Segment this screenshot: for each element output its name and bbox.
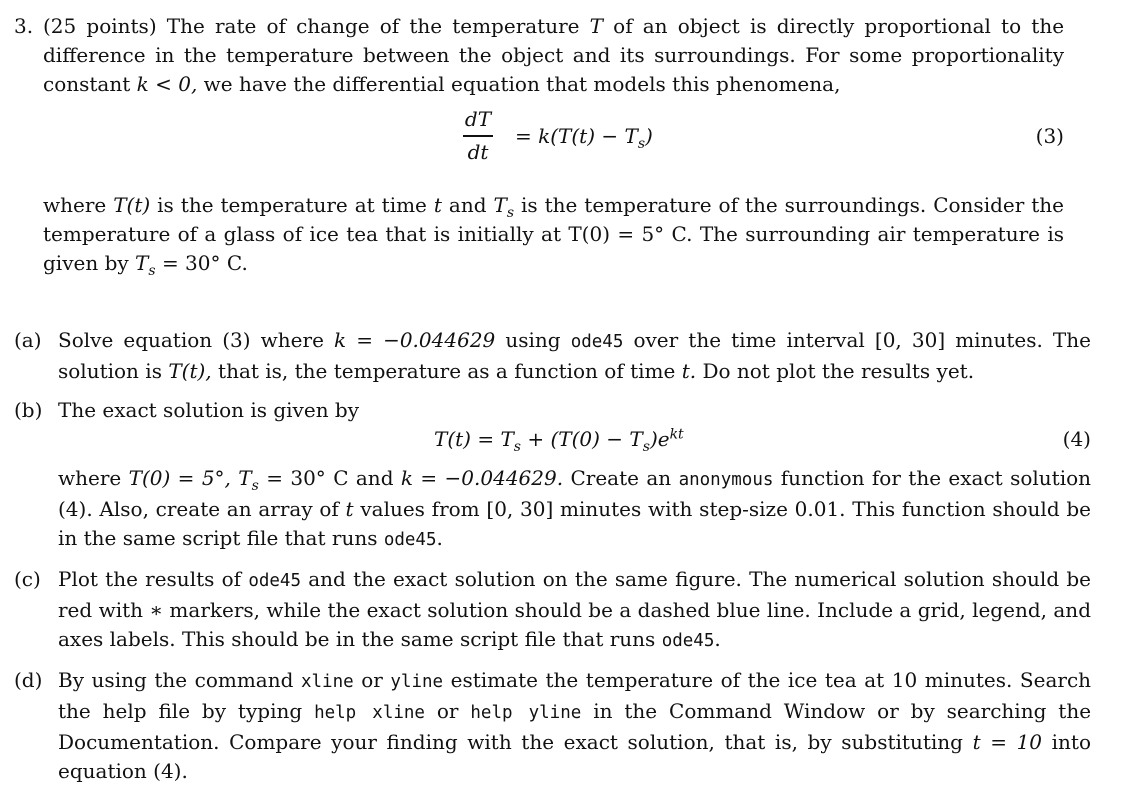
part-text — [58, 326, 1091, 386]
code-xline: xline — [300, 672, 354, 692]
var-time: t — [345, 497, 354, 521]
text: that is, the temperature as a function of time — [218, 359, 676, 383]
text: Do not plot the results yet. — [702, 359, 975, 383]
text: and the exact solution on the same figure. The numerical solution should be red with ∗ markers, while the exact solution should be a dashed blue line. Include a grid, legend, and axes labels. This should be in the same script file that runs — [58, 567, 1091, 651]
where-text: is the temperature of the surroundings. Consider the temperature of a glass of ice tea that is initially at — [43, 193, 1065, 246]
text: or — [361, 668, 383, 692]
subscript: s — [637, 136, 646, 152]
var-ts — [493, 193, 514, 221]
var-tt: T(t), — [168, 359, 212, 383]
subscript: s — [506, 205, 514, 221]
cond-text: T(0) = 5°, T — [128, 466, 252, 490]
initial-temp: T(0) = 5° C. — [568, 222, 693, 246]
part-b — [14, 396, 1091, 555]
part-a — [14, 326, 1091, 386]
text: Create an — [570, 466, 672, 490]
var-ts — [135, 251, 156, 279]
code-anonymous: anonymous — [678, 470, 774, 490]
subscript: s — [642, 439, 650, 455]
part-label: (b) — [14, 398, 43, 422]
where-text: where — [43, 193, 107, 217]
text: in the Command Window or by searching the Documentation. Compare your finding with the exact solution, that is, by substituting — [58, 699, 1092, 754]
text: where — [58, 466, 122, 490]
text: over the time interval [0, 30] minutes. The solution is — [58, 328, 1091, 383]
code-help-xline: help xline — [314, 703, 425, 723]
subscript: s — [251, 478, 259, 494]
code-ode45: ode45 — [248, 571, 301, 591]
text: values from [0, 30] minutes with step-size 0.01. This function should be in the same script file that runs — [58, 497, 1092, 550]
equation-number: (4) — [1062, 427, 1091, 451]
eq-lhs: T(t) = T — [434, 427, 514, 451]
var-tt: T(t) — [113, 193, 151, 217]
text: The exact solution is given by — [58, 398, 360, 422]
text: . — [714, 627, 721, 651]
part-text — [58, 666, 1091, 786]
k-value: k = −0.044629 — [334, 328, 496, 352]
text: By using the command — [58, 668, 294, 692]
text: estimate the temperature of the ice tea at 10 minutes. Search the help file by typing — [58, 668, 1092, 723]
code-ode45: ode45 — [383, 530, 437, 550]
text: into equation (4). — [58, 730, 1091, 783]
rhs-close: ) — [645, 124, 653, 148]
derivative-fraction — [463, 105, 493, 166]
t-value: t = 10 — [972, 730, 1043, 754]
intro-text: we have the differential equation that models this phenomena, — [203, 72, 841, 96]
code-yline: yline — [390, 672, 444, 692]
equation-number: (3) — [1035, 124, 1064, 148]
where-text: and — [448, 193, 487, 217]
points-label: (25 points) — [43, 14, 157, 38]
ts-base: T — [135, 251, 149, 275]
part-label: (c) — [14, 567, 41, 591]
subscript: s — [148, 263, 156, 279]
part-label: (d) — [14, 668, 43, 692]
subscript: s — [513, 439, 521, 455]
part-text — [58, 396, 1091, 555]
eq-mid: + (T(0) − T — [527, 427, 643, 451]
superscript: kt — [669, 426, 684, 443]
text: . — [436, 526, 443, 550]
code-help-yline: help yline — [470, 703, 582, 723]
ts-base: T — [493, 193, 507, 217]
text: = 30° C and — [266, 466, 394, 490]
k-condition: k < 0, — [136, 72, 198, 96]
part-label: (a) — [14, 328, 42, 352]
intro-text: of an object is directly proportional to the difference in the temperature between the object and its surroundings. For some proportionality constant — [43, 14, 1065, 96]
fraction-bar — [463, 135, 493, 137]
code-ode45: ode45 — [661, 631, 715, 651]
problem-3 — [14, 12, 1064, 278]
text: Plot the results of — [58, 567, 242, 591]
rhs-text: = k(T(t) − T — [515, 124, 638, 148]
part-text — [58, 565, 1091, 656]
where-text: The surrounding air temperature is given by — [43, 222, 1064, 275]
var-time: t — [433, 193, 442, 217]
fraction-denominator: dt — [467, 139, 489, 164]
var-t: T — [589, 14, 603, 38]
eq-close: )e — [649, 427, 670, 451]
problem-statement — [43, 12, 1064, 278]
equation-3 — [43, 105, 1064, 183]
fraction-numerator: dT — [464, 107, 492, 131]
equation-rhs — [515, 122, 653, 151]
code-ode45: ode45 — [570, 332, 624, 352]
part-d — [14, 666, 1091, 786]
text: function for the exact solution (4). Also, create an array of — [58, 466, 1092, 521]
var-time: t. — [681, 359, 697, 383]
k-value: k = −0.044629. — [400, 466, 564, 490]
part-c — [14, 565, 1091, 656]
surrounding-temp: = 30° C. — [161, 251, 248, 275]
problem-parts — [14, 326, 1091, 796]
equation-4 — [58, 425, 1091, 455]
text: or — [436, 699, 459, 723]
equation-expression — [434, 425, 684, 454]
text: using — [505, 328, 561, 352]
intro-text: The rate of change of the temperature — [166, 14, 580, 38]
where-text: is the temperature at time — [157, 193, 427, 217]
problem-number: 3. — [14, 14, 34, 38]
conditions — [128, 466, 259, 494]
text: Solve equation (3) where — [58, 328, 324, 352]
